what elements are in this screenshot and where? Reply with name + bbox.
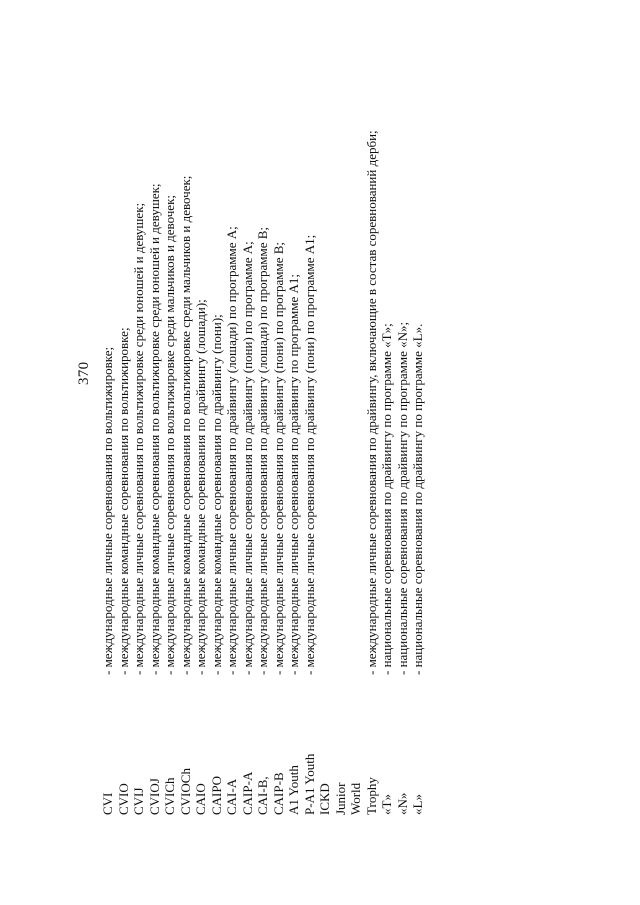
description: - международные личные соревнования по вольтижировке среди мальчиков и девочек;	[162, 194, 177, 675]
description: - международные командные соревнования по драйвингу (лошади);	[193, 299, 208, 675]
description: - международные личные соревнования по вольтижировке;	[100, 346, 115, 675]
description: - международные личные соревнования по вольтижировке среди юношей и девушек;	[131, 202, 146, 675]
abbreviation: CVICh	[162, 777, 177, 815]
abbreviation: World	[348, 782, 363, 815]
list-item	[209, 15, 225, 815]
abbreviation: CVIOJ	[146, 778, 162, 815]
description: - международные личные соревнования по драйвингу (пони) по программе A;	[239, 241, 255, 675]
abbreviation: CVI	[100, 792, 115, 815]
list-item	[162, 15, 178, 815]
list-item	[116, 15, 132, 815]
abbreviation-list	[100, 15, 426, 815]
abbreviation: CVIJ	[131, 787, 146, 815]
abbreviation: CAIP-B	[270, 772, 286, 815]
abbreviation: CAI-A	[224, 778, 239, 815]
abbreviation: CVIO	[115, 783, 131, 815]
list-item	[410, 15, 426, 815]
list-item	[333, 15, 349, 815]
abbreviation: Trophy	[363, 777, 379, 815]
list-item	[255, 15, 271, 815]
page-number: 370	[76, 361, 92, 385]
abbreviation: CAIP-A	[239, 771, 255, 815]
list-item	[286, 15, 302, 815]
abbreviation: «L»	[410, 794, 425, 815]
abbreviation: ICKD	[317, 783, 332, 815]
description: - международные личные соревнования по драйвингу, включающие в состав соревнований дерби;	[363, 130, 379, 675]
list-item	[224, 15, 240, 815]
abbreviation: CAIPO	[208, 775, 224, 815]
list-item	[302, 15, 318, 815]
description: - международные личные соревнования по драйвингу (лошади) по программе B;	[255, 226, 270, 675]
description: - национальные соревнования по драйвингу по программе «N»;	[394, 321, 410, 675]
list-item	[240, 15, 256, 815]
abbreviation: Junior	[332, 782, 348, 815]
description: - международные личные соревнования по драйвингу по программе A1;	[286, 274, 301, 675]
description: - национальные соревнования по драйвингу по программе «T»;	[379, 323, 394, 675]
list-item	[147, 15, 163, 815]
abbreviation: «N»	[394, 792, 410, 815]
list-item	[100, 15, 116, 815]
description: - международные личные соревнования по драйвингу (пони) по программе B;	[270, 241, 286, 675]
description: - международные командные соревнования по драйвингу (пони);	[208, 314, 224, 675]
description: - международные личные соревнования по драйвингу (пони) по программе A1;	[301, 234, 317, 675]
abbreviation: A1 Youth	[286, 765, 301, 815]
list-item	[379, 15, 395, 815]
list-item	[178, 15, 194, 815]
abbreviation: «T»	[379, 794, 394, 815]
abbreviation: CAI-B,	[255, 776, 270, 815]
abbreviation: CVIOCh	[177, 768, 193, 815]
list-item	[317, 15, 333, 815]
list-item	[348, 15, 364, 815]
description: - международные личные соревнования по драйвингу (лошади) по программе A;	[224, 226, 239, 675]
list-item	[395, 15, 411, 815]
description: - международные командные соревнования по вольтижировке;	[115, 327, 131, 675]
description: - национальные соревнования по драйвингу по программе «L».	[410, 323, 425, 675]
list-item	[131, 15, 147, 815]
abbreviation: P-A1 Youth	[301, 753, 317, 815]
abbreviation: CAIO	[193, 783, 208, 815]
description: - международные командные соревнования по вольтижировке среди мальчиков и девочек;	[177, 175, 193, 675]
description: - международные командные соревнования по вольтижировке среди юношей и девушек;	[146, 183, 162, 675]
list-item	[364, 15, 380, 815]
list-item	[271, 15, 287, 815]
list-item	[193, 15, 209, 815]
